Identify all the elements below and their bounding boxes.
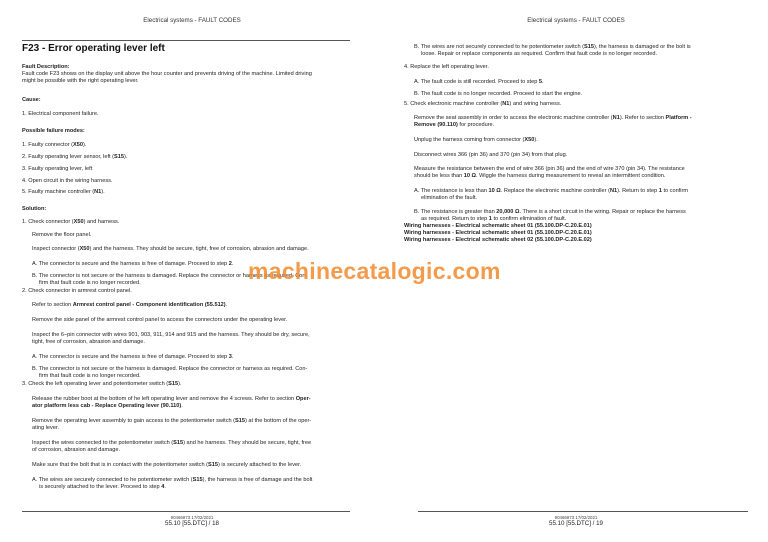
cause-label: Cause:	[22, 97, 41, 103]
page-title: F23 - Error operating lever left	[22, 43, 165, 54]
fault-description-label: Fault Description:	[22, 64, 70, 70]
solution-outcome: A. The resistance is less than 10 Ω. Replace the electronic machine controller (N1). Return to step 1 to confirm	[414, 188, 689, 194]
solution-step: 1. Check connector (X50) and harness.	[22, 219, 120, 225]
footer-doc-id: 90466873 17/02/2021	[170, 515, 214, 520]
solution-step: 3. Check the left operating lever and potentiometer switch (S15).	[22, 381, 182, 387]
solution-outcome: A. The fault code is still recorded. Proceed to step 5.	[414, 79, 544, 85]
solution-text: Release the rubber boot at the bottom of he left operating lever and remove the 4 screws. Refer to section Oper-	[32, 396, 311, 402]
failure-modes-label: Possible failure modes:	[22, 128, 85, 134]
page-footer	[0, 515, 384, 528]
failure-mode-item: 1. Faulty connector (X50).	[22, 142, 87, 148]
solution-text: Refer to section Armrest control panel - Component identification (55.512).	[32, 302, 228, 308]
solution-outcome: as required. Return to step 1 to confirm elimination of fault.	[421, 216, 567, 222]
solution-outcome: B. The resistance is greater than 20,000 Ω. There is a short circuit in the wiring. Repair or replace the harness	[414, 209, 686, 215]
reference-link[interactable]: Wiring harnesses - Electrical schematic sheet 01 (55.100.DP-C.20.E.01)	[404, 230, 592, 236]
solution-text: Remove the seat assembly in order to access the electronic machine controller (N1). Refer to section Platform -	[414, 115, 692, 121]
solution-text: Remove the operating lever assembly to gain access to the potentiometer switch (S15) at the bottom of the oper-	[32, 418, 312, 424]
footer-page-number: 55.10 [55.DTC] / 19	[549, 520, 603, 527]
footer-rule	[22, 511, 350, 512]
watermark-text: machinecatalogic.com	[248, 258, 501, 284]
solution-outcome: is securely attached to the lever. Proceed to step 4.	[39, 484, 166, 490]
footer-rule	[418, 511, 748, 512]
solution-label: Solution:	[22, 206, 47, 212]
solution-text: Inspect connector (X50) and the harness. They should be secure, tight, free of corrosion, abrasion and damage.	[32, 246, 309, 252]
solution-text: Remove the floor panel.	[32, 232, 92, 238]
title-rule	[22, 40, 350, 41]
footer-doc-id: 90466873 17/02/2021	[554, 515, 598, 520]
solution-text: of corrosion, abrasion and damage.	[32, 447, 121, 453]
reference-link[interactable]: Wiring harnesses - Electrical schematic sheet 02 (55.100.DP-C.20.E.02)	[404, 237, 592, 243]
solution-outcome: B. The connector is not secure or the harness is damaged. Replace the connector or harness as required. Con-	[32, 273, 308, 279]
solution-text: Remove (90.110) for procedure.	[414, 122, 495, 128]
solution-outcome: A. The wires are securely connected to he potentiometer switch (S15), the harness is free of damage and the bolt	[32, 477, 313, 483]
solution-step: 2. Check connector in armrest control panel.	[22, 288, 132, 294]
solution-step: 5. Check electronic machine controller (N1) and wiring harness.	[404, 101, 562, 107]
solution-text: Disconnect wires 366 (pin 36) and 370 (pin 34) from that plug.	[414, 152, 568, 158]
solution-text: Inspect the 6–pin connector with wires 901, 903, 911, 914 and 915 and the harness. They should be dry, secure,	[32, 332, 310, 338]
failure-mode-item: 5. Faulty machine controller (N1).	[22, 189, 105, 195]
solution-text: ating lever.	[32, 425, 60, 431]
solution-text: tight, free of corrosion, abrasion and damage.	[32, 339, 145, 345]
solution-text: ator platform less cab - Replace Operating lever (90.110).	[32, 403, 183, 409]
solution-text: Inspect the wires connected to the potentiometer switch (S15) and he harness. They should be secure, tight, free	[32, 440, 312, 446]
failure-mode-item: 3. Faulty operating lever, left	[22, 166, 93, 172]
fault-description-line: Fault code F23 shows on the display unit above the hour counter and prevents driving of the machine. Limited driving	[22, 71, 312, 77]
solution-outcome: A. The connector is secure and the harness is free of damage. Proceed to step 3.	[32, 354, 234, 360]
solution-text: Make sure that the bolt that is in contact with the potentiometer switch (S15) is securely attached to the lever.	[32, 462, 302, 468]
solution-outcome: firm that fault code is no longer recorded.	[39, 280, 141, 286]
footer-page-number: 55.10 [55.DTC] / 18	[165, 520, 219, 527]
failure-mode-item: 2. Faulty operating lever sensor, left (S15).	[22, 154, 128, 160]
solution-text: Remove the side panel of the armrest control panel to access the connectors under the operating lever.	[32, 317, 288, 323]
solution-outcome: B. The wires are not securely connected to he potentiometer switch (S15), the harness is damaged or the bolt is	[414, 44, 691, 50]
solution-outcome: B. The fault code is no longer recorded. Proceed to start the engine.	[414, 91, 583, 97]
failure-mode-item: 4. Open circuit in the wiring harness.	[22, 178, 113, 184]
solution-outcome: elimination of the fault.	[421, 195, 477, 201]
solution-outcome: A. The connector is secure and the harness is free of damage. Proceed to step 2.	[32, 261, 234, 267]
page-footer	[384, 515, 768, 528]
solution-text: Measure the resistance between the end of wire 366 (pin 36) and the end of wire 370 (pin 34). The resistance	[414, 166, 685, 172]
solution-outcome: firm that fault code is no longer recorded.	[39, 373, 141, 379]
fault-description-line: might be possible with the right operating lever.	[22, 78, 139, 84]
cause-item: 1. Electrical component failure.	[22, 111, 99, 117]
page-header: Electrical systems - FAULT CODES	[527, 17, 625, 24]
solution-step: 4. Replace the left operating lever.	[404, 64, 489, 70]
solution-outcome: B. The connector is not secure or the harness is damaged. Replace the connector or harness as required. Con-	[32, 366, 308, 372]
page-header: Electrical systems - FAULT CODES	[143, 17, 241, 24]
reference-link[interactable]: Wiring harnesses - Electrical schematic sheet 01 (55.100.DP-C.20.E.01)	[404, 223, 592, 229]
solution-outcome: loose. Repair or replace components as required. Confirm that fault code is no longer recorded.	[421, 51, 657, 57]
solution-text: Unplug the harness coming from connector (X50).	[414, 137, 538, 143]
solution-text: should be less than 10 Ω. Wiggle the harness during measurement to reveal an intermittent condition.	[414, 173, 666, 179]
